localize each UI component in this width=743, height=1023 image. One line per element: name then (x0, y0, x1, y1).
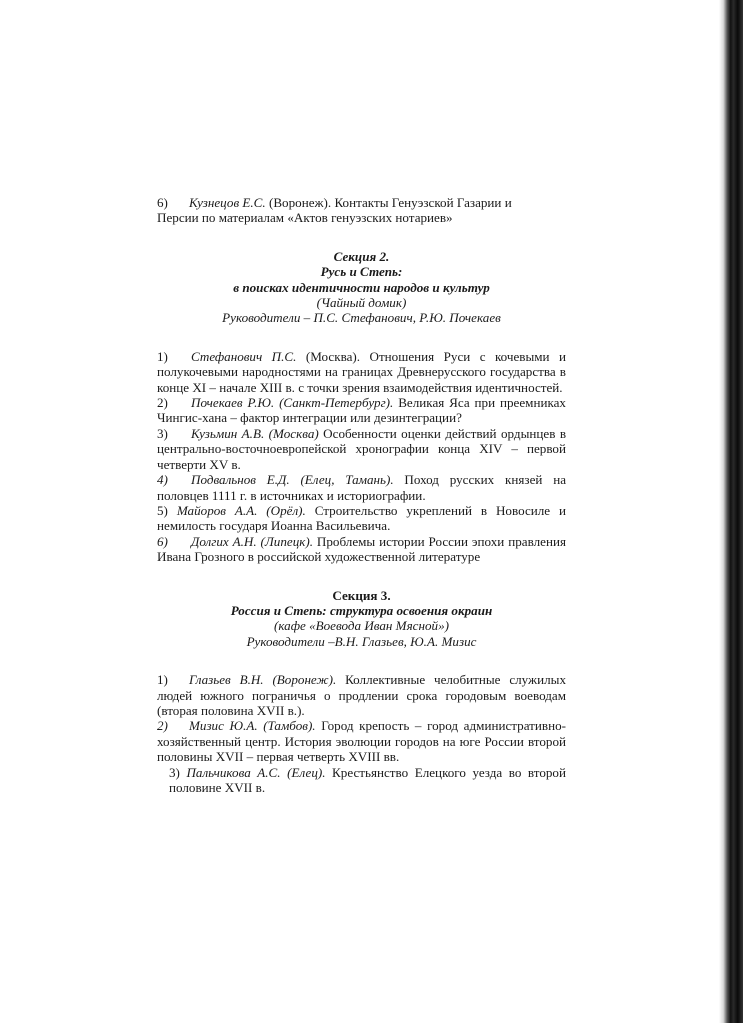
item-number: 1) (157, 672, 168, 688)
item-number: 2) (157, 395, 168, 411)
list-item (157, 426, 566, 472)
item-text: (Москва). Отношения Руси с кочевыми и полукочевыми народностями на границах Древнерусского государства в конце XI – начале XIII в. с точки зрения взаимодействия идентичностей. (157, 348, 567, 395)
item-author: Стефанович П.С. (191, 348, 297, 364)
item-number: 2) (157, 718, 168, 734)
item-text-cont: Персии по материалам «Актов генуэзских нотариев» (157, 210, 453, 226)
item-number: 5) (157, 502, 168, 518)
item-author: Долгих А.Н. (Липецк). (191, 533, 313, 549)
item-number: 1) (157, 348, 168, 364)
item-number: 4) (157, 472, 168, 488)
item-text: Коллективные челобитные служилых людей южного пограничья о продлении срока городовым воеводам (вторая половина XVII в.). (157, 672, 566, 718)
section-3-header (157, 588, 566, 650)
item-text: Город крепость – город административно-хозяйственный центр. История эволюции городов на юге России второй половины XVII – первая четверть XVIII вв. (157, 718, 566, 765)
section-3-list (157, 672, 566, 795)
item-text: Особенности оценки действий ордынцев в центрально-восточноевропейской хронографии конца XIV – первой четверти XV в. (157, 425, 566, 472)
list-item (157, 718, 566, 764)
scan-edge-shadow (719, 0, 743, 1023)
list-item (157, 503, 566, 534)
item-text: Строительство укреплений в Новосиле и немилость государя Иоанна Васильевича. (157, 502, 567, 534)
item-text: Крестьянство Елецкого уезда во второй половине XVII в. (169, 764, 566, 795)
list-item (157, 672, 566, 718)
section-2-subtitle-2: в поисках идентичности народов и культур (233, 279, 490, 295)
list-item (157, 534, 566, 565)
section-2-list (157, 349, 566, 565)
section-2-title: Секция 2. (333, 248, 390, 264)
section-3-venue: (кафе «Воевода Иван Мясной») (274, 618, 449, 634)
list-item (157, 395, 566, 426)
item-author: Почекаев Р.Ю. (Санкт-Петербург). (191, 395, 394, 411)
item-number: 6) (157, 533, 168, 549)
list-item (157, 472, 566, 503)
item-text: Поход русских князей на половцев 1111 г. в источниках и историографии. (157, 472, 567, 503)
document-page (157, 195, 566, 795)
item-author: Подвальнов Е.Д. (Елец, Тамань). (191, 472, 394, 488)
section-2-leaders: Руководители – П.С. Стефанович, Р.Ю. Почекаев (222, 310, 501, 326)
item-number: 3) (169, 764, 180, 780)
section-2-header (157, 249, 566, 326)
item-author: Кузьмин А.В. (Москва) (191, 425, 319, 441)
section-3-leaders: Руководители –В.Н. Глазьев, Ю.А. Мизис (246, 633, 477, 649)
section-2-subtitle-1: Русь и Степь: (320, 264, 403, 280)
item-number: 6) (157, 195, 168, 210)
section-3-title: Секция 3. (332, 587, 391, 603)
section-3-subtitle: Россия и Степь: структура освоения окраин (230, 602, 493, 618)
item-text: Великая Яса при преемниках Чингис-хана – фактор интеграции или дезинтеграции? (157, 395, 566, 426)
item-author: Мизис Ю.А. (Тамбов). (189, 718, 316, 734)
item-author: Майоров А.А. (Орёл). (176, 502, 306, 518)
item-number: 3) (157, 425, 168, 441)
list-item (157, 765, 566, 796)
item-author: Кузнецов Е.С. (189, 195, 266, 210)
item-text: (Воронеж). Контакты Генуэзской Газарии и (265, 195, 512, 210)
list-item (157, 349, 566, 395)
item-text: Проблемы истории России эпохи правления Ивана Грозного в российской художественной литературе (157, 533, 566, 565)
top-item (157, 195, 566, 226)
item-author: Пальчикова А.С. (Елец). (186, 764, 326, 780)
item-author: Глазьев В.Н. (Воронеж). (189, 672, 337, 688)
section-2-venue: (Чайный домик) (316, 295, 407, 311)
